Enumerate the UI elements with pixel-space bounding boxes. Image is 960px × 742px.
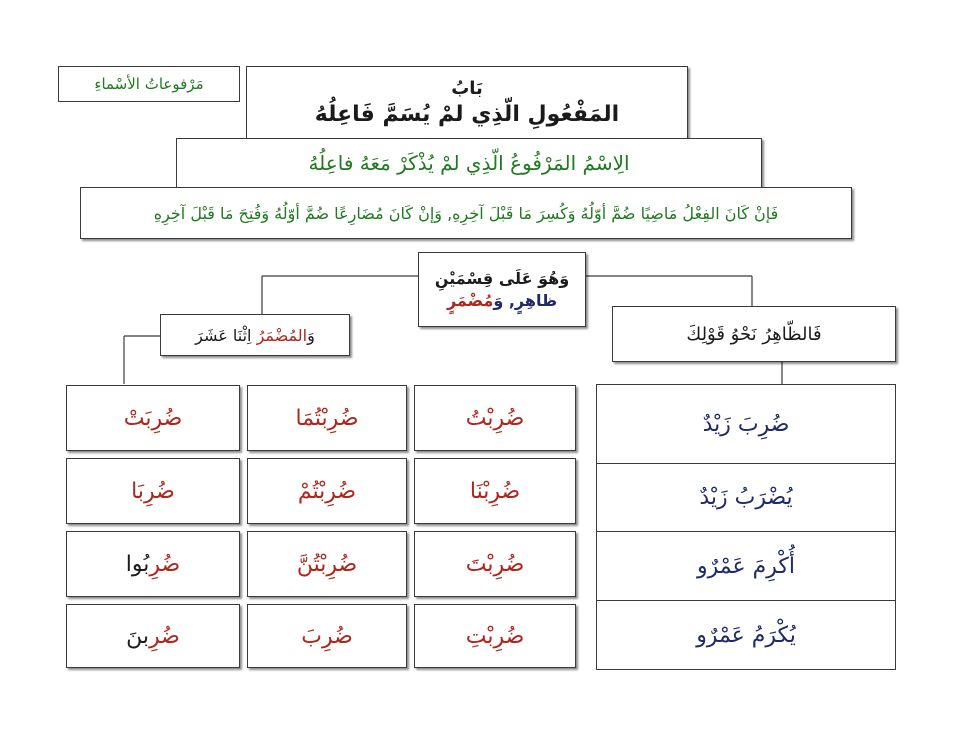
mudmar-cell (247, 531, 407, 597)
mudmar-cell (66, 385, 240, 451)
mudmar-cell (66, 531, 240, 597)
mudmar-cell-text: ضُرِبْتُ (465, 405, 525, 431)
mudmar-cell (66, 604, 240, 668)
division-zahir: ظاهِرٍ (514, 290, 558, 310)
corner-label-box (58, 66, 240, 102)
mudmar-cell-suffix: بنَ (126, 623, 150, 649)
header-title: بَابُ (451, 78, 483, 99)
mudmar-cell (247, 458, 407, 524)
header-subtitle: المَفْعُولِ الّذِي لمْ يُسَمَّ فَاعِلُهُ (314, 101, 620, 127)
rule-text: فَإنْ كَانَ الفِعْلُ مَاضِيًا ضُمَّ أوّلُهُ وَكُسِرَ مَا قَبْلَ آخِرِهِ, وَإنْ كَانَ مُضَارِعًا ضُمَّ أوّلُهُ وَفُتِحَ مَا قَبْلَ آخِرِهِ (153, 203, 779, 223)
mudmar-cell-text: ضُرِبْتَ (465, 551, 525, 577)
zahir-label: فَالظّاهِرُ نَحْوُ قَوْلِكَ (686, 323, 822, 345)
mudmar-label-box (160, 314, 350, 356)
mudmar-label (195, 326, 315, 345)
division-mudmar: مُضْمَرٍ (446, 290, 494, 310)
mudmar-cell-text: ضُرِبْتُمْ (297, 478, 357, 504)
division-title: وَهُوَ عَلَى قِسْمَيْنِ (434, 268, 570, 288)
mudmar-cell-text (126, 552, 180, 577)
definition-box (176, 138, 762, 188)
division-sep: , وَ (493, 290, 515, 310)
corner-label: مَرْفوعاتُ الأسْماءِ (94, 75, 204, 93)
mudmar-cell-text (124, 406, 183, 431)
definition-text: الِاسْمُ المَرْفُوعُ الّذِي لمْ يُذْكَرْ مَعَهُ فاعِلُهُ (308, 151, 630, 175)
mudmar-highlight: المُضْمَرُ (256, 325, 308, 345)
mudmar-cell (247, 385, 407, 451)
mudmar-cell-text: ضُرِبْتُمَا (295, 405, 359, 431)
division-parts (447, 290, 557, 312)
mudmar-prefix: وَ (307, 325, 315, 345)
division-box (418, 252, 586, 327)
zahir-example (596, 531, 896, 601)
mudmar-cell-stem: ضُرِبَتْ (123, 405, 183, 431)
mudmar-cell (414, 531, 576, 597)
rule-box (80, 187, 852, 239)
mudmar-cell-text: ضُرِبَ (301, 623, 353, 649)
mudmar-cell-text (126, 624, 180, 649)
zahir-example (596, 463, 896, 532)
mudmar-cell-text: ضُرِبْتِ (465, 623, 525, 649)
mudmar-cell-text: ضُرِبْتُنَّ (296, 551, 358, 577)
mudmar-cell-stem: ضُرِبَا (131, 478, 175, 504)
mudmar-cell-text (131, 479, 175, 504)
mudmar-cell-stem: ضُرِ (149, 551, 181, 577)
mudmar-cell-text: ضُرِبْنَا (469, 478, 521, 504)
mudmar-cell-stem: ضُرِ (149, 623, 180, 649)
zahir-label-box (612, 306, 896, 362)
mudmar-cell (414, 604, 576, 668)
mudmar-suffix: اِثْنَا عَشَرَ (195, 325, 257, 345)
mudmar-cell (414, 458, 576, 524)
mudmar-cell-suffix: بُوا (125, 551, 150, 577)
zahir-example (596, 600, 896, 670)
mudmar-cell (66, 458, 240, 524)
zahir-example-text: أُكْرِمَ عَمْرٌو (697, 553, 795, 579)
mudmar-cell (247, 604, 407, 668)
header-box (246, 66, 688, 140)
zahir-example (596, 384, 896, 464)
mudmar-cell (414, 385, 576, 451)
zahir-example-text: يُضْرَبُ زَيْدٌ (699, 485, 793, 510)
zahir-example-text: ضُرِبَ زَيْدٌ (702, 411, 790, 437)
zahir-example-text: يُكْرَمُ عَمْرٌو (696, 622, 796, 648)
